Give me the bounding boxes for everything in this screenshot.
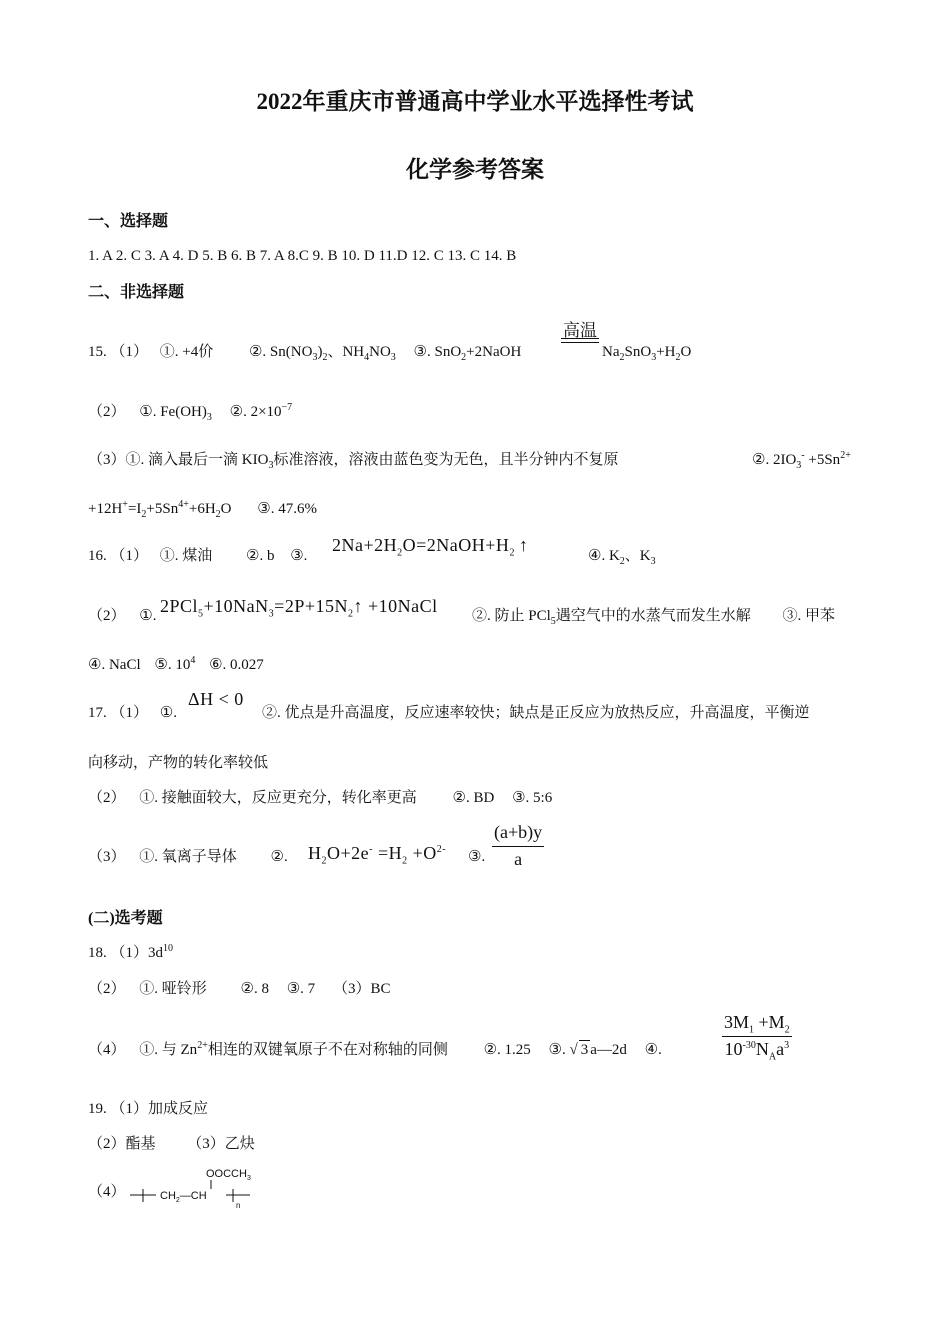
- q18-part2-3: （2） ①. 哑铃形 ②. 8 ③. 7 （3）BC: [88, 981, 391, 997]
- q16-equation-pcl5: $2PCl_5+10NaN_3=2P+15N_2↑$ +10NaCl: [160, 596, 438, 620]
- section-heading-choice: 一、选择题: [88, 213, 169, 230]
- q16-part2: （2） ①.: [88, 608, 157, 624]
- polymer-structure: [128, 1162, 258, 1210]
- q17-delta-h: ΔH < 0: [188, 689, 244, 709]
- q16-part1-d: ④. $K_2$、$K_3$: [588, 548, 656, 567]
- q18-part1: 18. $(1)3d^{10}$: [88, 943, 174, 961]
- q17-part3-c-label: ③.: [468, 849, 486, 865]
- struct-acetate-group: $OOCCH_3$: [206, 1168, 251, 1182]
- q16-part2-b: ②. 防止 PCl$_5$遇空气中的水蒸气而发生水解 ③. 甲苯: [472, 608, 836, 627]
- q15-part3-eq-end: $+12H^+=I_2+5Sn^{4+}+6H_2O$ ③. 47.6%: [88, 499, 317, 520]
- q16-part1: 16. （1） ①. 煤油 ②. b ③.: [88, 548, 308, 564]
- q17-electrode-equation: $H_2O+2e^- =H_2 +O^{2-}$: [308, 843, 447, 867]
- q17-part1-b: ②. 优点是升高温度，反应速率较快；缺点是正反应为放热反应，升高温度，平衡逆: [262, 705, 810, 721]
- q15-part3-eq-start: ②. $2IO_3^- +5Sn^{2+}$: [752, 450, 851, 471]
- q16-equation-sodium-water: $2Na+2H_2O=2NaOH+H_2$ ↑: [332, 535, 529, 559]
- q16-part2-cont: ④. NaCl ⑤. $10^4$ ⑥. 0.027: [88, 655, 264, 673]
- q18-part4: （4） ①. 与 $Zn^{2+}$相连的双键氧原子不在对称轴的同侧 ②. 1.25 ③. √ 3 a—2d ④.: [88, 1040, 662, 1058]
- q18-density-fraction: $\frac{3M_1 +M_2}{10^{-30}N_Aa^3}$: [724, 1012, 790, 1063]
- page-title: 2022年重庆市普通高中学业水平选择性考试: [256, 89, 694, 114]
- q17-part1-b-cont: 向移动，产物的转化率较低: [88, 755, 269, 771]
- q19-part1: 19. （1）加成反应: [88, 1101, 209, 1117]
- q17-part3: （3） ①. 氧离子导体 ②.: [88, 849, 288, 865]
- q17-fraction: $\frac{(a+b)y}{a}$: [494, 822, 543, 869]
- struct-main-chain: $CH_2—CH$: [160, 1190, 207, 1204]
- q15-part2: （2） ①. $Fe(OH)_3$ ②. $2\times 10^{-7}$: [88, 402, 293, 423]
- choice-answers: 1. A 2. C 3. A 4. D 5. B 6. B 7. A 8.C 9. B 10. D 11.D 12. C 13. C 14. B: [88, 248, 517, 264]
- q19-part4-label: （4）: [88, 1184, 126, 1200]
- section-heading-nonchoice: 二、非选择题: [88, 284, 185, 301]
- struct-repeat-n: n: [236, 1201, 241, 1210]
- q17-part1: 17. （1） ①.: [88, 705, 177, 721]
- reaction-condition: 高温: [561, 316, 599, 341]
- page-subtitle: 化学参考答案: [406, 157, 544, 182]
- q15-part3: （3）①. 滴入最后一滴 $KIO_3$标准溶液，溶液由蓝色变为无色，且半分钟内不复原: [88, 452, 619, 471]
- section-heading-elective: (二)选考题: [88, 910, 163, 927]
- q15-part1: 15. （1） ①. +4价 ②. $Sn(NO_3)_2$、$NH_4NO_3$ ③. SnO$_2$+2NaOH: [88, 344, 522, 363]
- q19-part2-3: （2）酯基 （3）乙炔: [88, 1136, 255, 1152]
- q15-product: $Na_2SnO_3+H_2O$: [602, 344, 692, 363]
- q17-part2: （2） ①. 接触面较大，反应更充分，转化率更高 ②. BD ③. 5:6: [88, 790, 553, 806]
